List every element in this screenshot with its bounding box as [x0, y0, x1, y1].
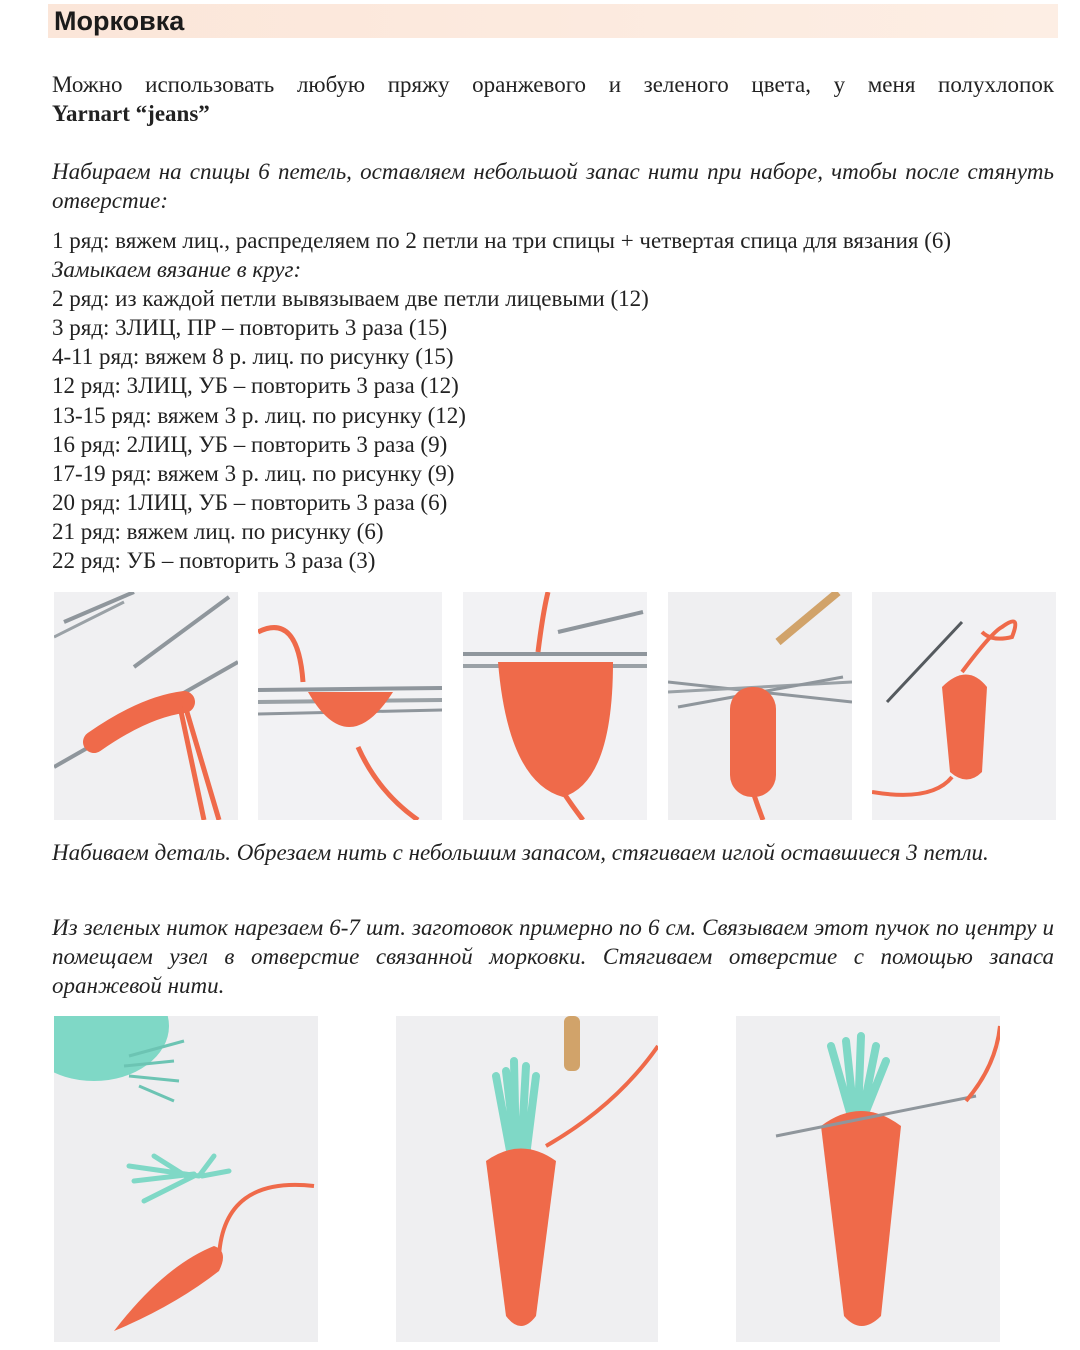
step-photo-2 — [258, 592, 442, 820]
row-instruction: 22 ряд: УБ – повторить 3 раза (3) — [52, 548, 376, 574]
intro-text: Можно использовать любую пряжу оранжевого и зеленого цвета, у меня полухлопок — [52, 72, 1054, 97]
step-photo-5 — [872, 592, 1056, 820]
intro-paragraph — [52, 70, 1054, 128]
row-instruction: 16 ряд: 2ЛИЦ, УБ – повторить 3 раза (9) — [52, 431, 448, 457]
row-instruction: 1 ряд: вяжем лиц., распределяем по 2 петли на три спицы + четвертая спица для вязания (6) — [52, 228, 952, 253]
row-note: Замыкаем вязание в круг: — [52, 257, 302, 283]
greens-instruction: Из зеленых ниток нарезаем 6-7 шт. заготовок примерно по 6 см. Связываем этот пучок по центру и помещаем узел в отверстие связанной морковки. Стягиваем отверстие с помощью запаса оранжевой нити. — [52, 915, 1054, 998]
row-instruction: 17-19 ряд: вяжем 3 р. лиц. по рисунку (9) — [52, 460, 455, 486]
row-instruction: 2 ряд: из каждой петли вывязываем две петли лицевыми (12) — [52, 286, 649, 312]
cast-on-instruction: Набираем на спицы 6 петель, оставляем небольшой запас нити при наборе, чтобы после стянуть отверстие: — [52, 159, 1054, 213]
row-instruction: 12 ряд: 3ЛИЦ, УБ – повторить 3 раза (12) — [52, 373, 459, 399]
stuffing-instruction: Набиваем деталь. Обрезаем нить с небольшим запасом, стягиваем иглой оставшиеся 3 петли. — [52, 840, 989, 865]
row-instruction: 20 ряд: 1ЛИЦ, УБ – повторить 3 раза (6) — [52, 489, 448, 515]
greens-photo-2 — [396, 1016, 658, 1342]
title-bar — [48, 4, 1058, 38]
page-title: Морковка — [54, 6, 185, 36]
step-photo-4 — [668, 592, 852, 820]
greens-photo-1 — [54, 1016, 318, 1342]
row-instruction: 4-11 ряд: вяжем 8 р. лиц. по рисунку (15) — [52, 344, 454, 370]
greens-photo-3 — [736, 1016, 1000, 1342]
row-instruction: 21 ряд: вяжем лиц. по рисунку (6) — [52, 518, 384, 544]
step-photo-1 — [54, 592, 238, 820]
row-instructions — [52, 226, 1062, 575]
row-instruction: 13-15 ряд: вяжем 3 р. лиц. по рисунку (12) — [52, 402, 466, 428]
row-instruction: 3 ряд: 3ЛИЦ, ПР – повторить 3 раза (15) — [52, 315, 448, 341]
step-photo-3 — [463, 592, 647, 820]
yarn-brand: Yarnart “jeans” — [52, 101, 210, 126]
